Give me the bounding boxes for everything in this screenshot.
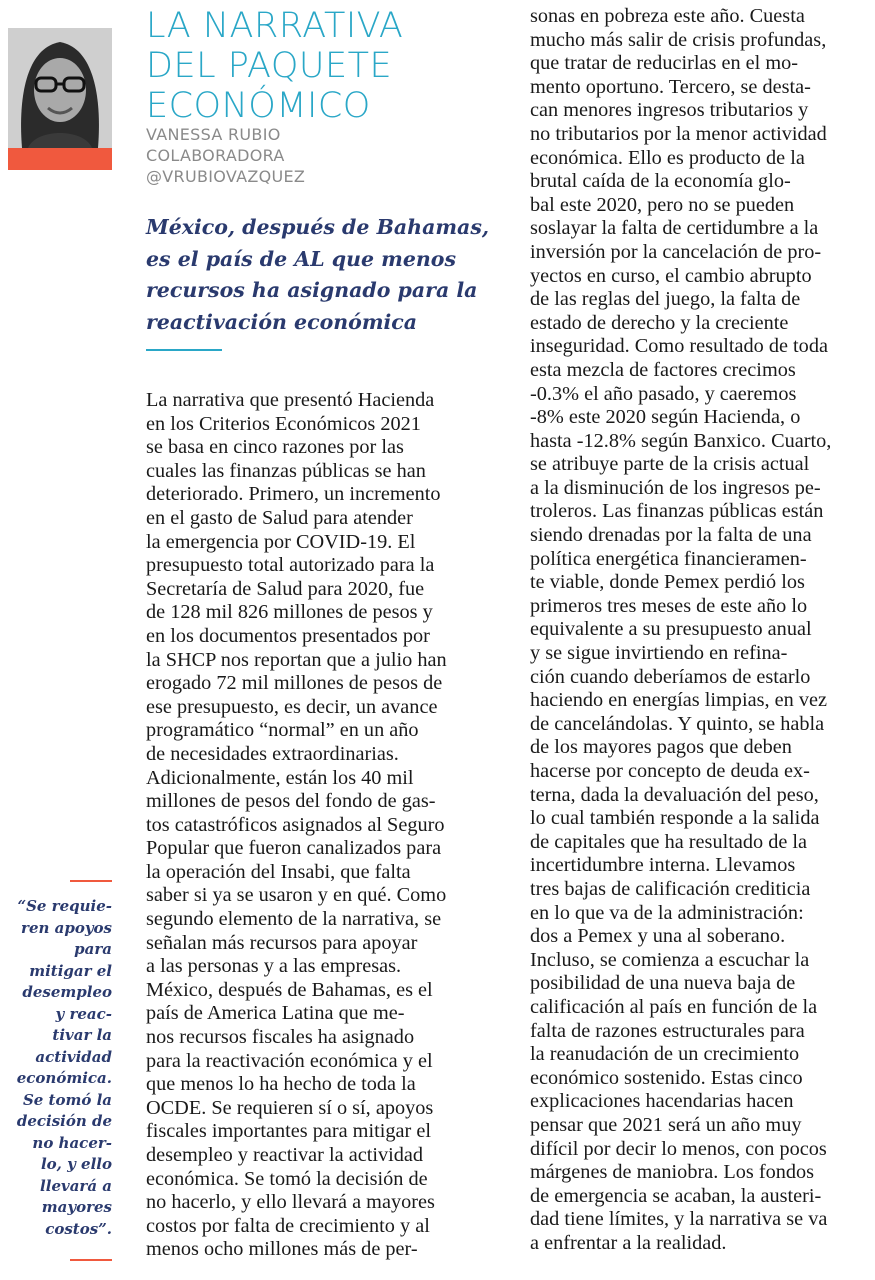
body-line: brutal caída de la economía glo-: [530, 170, 791, 193]
body-line: a la disminución de los ingresos pe-: [530, 476, 821, 499]
photo-accent-bar: [8, 148, 112, 170]
body-line: en el gasto de Salud para atender: [146, 506, 413, 529]
body-line: en los documentos presentados por: [146, 624, 430, 647]
body-line: cuales las finanzas públicas se han: [146, 459, 426, 482]
pullquote-line: Se tomó la: [22, 1090, 112, 1109]
body-column-1: [146, 389, 501, 1262]
pullquote-line: mayores: [41, 1198, 112, 1216]
body-line: Secretaría de Salud para 2020, fue: [146, 577, 425, 600]
body-line: dad tiene límites, y la narrativa se va: [530, 1208, 828, 1231]
headline-line: DEL PAQUETE: [146, 46, 393, 86]
body-line: económico sostenido. Estas cinco: [530, 1066, 803, 1089]
pullquote-line: llevará a: [40, 1176, 112, 1195]
pullquote-line: “Se requie-: [17, 897, 112, 915]
dek-line: es el país de AL que menos: [146, 246, 457, 271]
body-line: menos ocho millones más de per-: [146, 1238, 418, 1261]
body-line: segundo elemento de la narrativa, se: [146, 908, 442, 931]
body-line: haciendo en energías limpias, en vez: [530, 689, 827, 712]
body-line: incertidumbre interna. Llevamos: [530, 854, 796, 877]
body-line: México, después de Bahamas, es el: [146, 978, 433, 1001]
body-line: márgenes de maniobra. Los fondos: [530, 1161, 815, 1184]
pullquote-line: lo, y ello: [40, 1155, 112, 1173]
body-line: de necesidades extraordinarias.: [146, 742, 399, 765]
pullquote-line: ren apoyos: [21, 918, 112, 937]
body-line: de emergencia se acaban, la austeri-: [530, 1184, 822, 1207]
pullquote-rule-bottom: [70, 1259, 112, 1261]
body-line: yectos en curso, el cambio abrupto: [530, 264, 812, 287]
body-line: a las personas y a las empresas.: [146, 955, 402, 978]
dek-line: reactivación económica: [146, 309, 418, 334]
dek-divider: [146, 349, 222, 351]
body-line: que menos lo ha hecho de toda la: [146, 1073, 416, 1096]
body-line: se atribuye parte de la crisis actual: [530, 453, 810, 476]
author-photo: [8, 28, 112, 148]
body-line: en los Criterios Económicos 2021: [146, 412, 421, 435]
body-line: troleros. Las finanzas públicas están: [530, 500, 824, 523]
author-portrait-icon: [8, 28, 112, 148]
body-line: Adicionalmente, están los 40 mil: [146, 766, 414, 789]
pullquote-line: decisión de: [16, 1112, 112, 1130]
author-name: VANESSA RUBIO: [146, 125, 281, 144]
body-line: se basa en cinco razones por las: [146, 436, 404, 459]
body-line: y se sigue invirtiendo en refina-: [530, 642, 788, 665]
body-line: la emergencia por COVID-19. El: [146, 530, 416, 553]
body-line: Incluso, se comienza a escuchar la: [530, 948, 810, 971]
body-line: ese presupuesto, es decir, un avance: [146, 695, 438, 718]
body-line: esta mezcla de factores crecimos: [530, 358, 796, 381]
body-line: inseguridad. Como resultado de toda: [530, 335, 828, 358]
body-line: programático “normal” en un año: [146, 719, 419, 742]
body-line: tres bajas de calificación crediticia: [530, 877, 811, 900]
pullquote-line: mitigar el: [29, 961, 112, 980]
pullquote-line: para: [74, 940, 112, 958]
body-line: te viable, donde Pemex perdió los: [530, 571, 805, 594]
pullquote-line: actividad: [35, 1047, 112, 1066]
pullquote-line: y reac-: [55, 1004, 112, 1023]
body-line: -0.3% el año pasado, y caeremos: [530, 382, 797, 405]
body-line: La narrativa que presentó Hacienda: [146, 389, 435, 411]
pullquote: [4, 896, 112, 1240]
body-line: a enfrentar a la realidad.: [530, 1231, 727, 1254]
pullquote-line: desempleo: [22, 983, 112, 1001]
pullquote-line: no hacer-: [32, 1133, 112, 1152]
body-line: no tributarios por la menor actividad: [530, 122, 827, 145]
body-line: que tratar de reducirlas en el mo-: [530, 52, 799, 75]
body-line: ción cuando deberíamos de estarlo: [530, 665, 811, 688]
body-line: sonas en pobreza este año. Cuesta: [530, 5, 805, 27]
headline-line: LA NARRATIVA: [146, 6, 404, 46]
body-line: no hacerlo, y ello llevará a mayores: [146, 1191, 435, 1214]
body-line: de capitales que ha resultado de la: [530, 830, 808, 853]
body-line: erogado 72 mil millones de pesos de: [146, 672, 443, 695]
body-line: económica. Ello es producto de la: [530, 146, 805, 169]
body-line: para la reactivación económica y el: [146, 1049, 433, 1072]
body-line: económica. Se tomó la decisión de: [146, 1167, 428, 1190]
headline: [146, 6, 526, 126]
body-line: deteriorado. Primero, un incremento: [146, 483, 441, 506]
body-line: lo cual también responde a la salida: [530, 807, 820, 830]
body-line: OCDE. Se requieren sí o sí, apoyos: [146, 1096, 434, 1119]
pullquote-line: económica.: [16, 1069, 112, 1087]
body-line: explicaciones hacendarias hacen: [530, 1090, 794, 1113]
body-line: de las reglas del juego, la falta de: [530, 288, 801, 311]
dek-line: recursos ha asignado para la: [146, 278, 478, 302]
body-line: mento oportuno. Tercero, se desta-: [530, 75, 811, 98]
headline-line: ECONÓMICO: [146, 86, 371, 126]
body-line: de 128 mil 826 millones de pesos y: [146, 601, 433, 624]
body-line: la operación del Insabi, que falta: [146, 860, 411, 883]
body-line: calificación al país en función de la: [530, 995, 818, 1018]
author-role: COLABORADORA: [146, 146, 285, 165]
body-line: dos a Pemex y una al soberano.: [530, 925, 786, 948]
pullquote-rule-top: [70, 880, 112, 882]
dek: [146, 212, 506, 338]
body-line: Popular que fueron canalizados para: [146, 837, 442, 860]
body-line: difícil por decir lo menos, con pocos: [530, 1137, 827, 1160]
dek-line: México, después de Bahamas,: [146, 215, 490, 239]
body-line: política energética financieramen-: [530, 547, 807, 570]
body-line: millones de pesos del fondo de gas-: [146, 790, 436, 813]
body-line: la SHCP nos reportan que a julio han: [146, 648, 447, 671]
body-line: terna, dada la devaluación del peso,: [530, 783, 819, 806]
body-line: nos recursos fiscales ha asignado: [146, 1026, 415, 1049]
pullquote-line: costos”.: [45, 1219, 112, 1238]
body-line: señalan más recursos para apoyar: [146, 931, 418, 954]
body-line: la reanudación de un crecimiento: [530, 1043, 800, 1066]
body-line: -8% este 2020 según Hacienda, o: [530, 406, 801, 429]
body-line: inversión por la cancelación de pro-: [530, 240, 822, 263]
body-line: soslayar la falta de certidumbre a la: [530, 217, 819, 240]
body-line: presupuesto total autorizado para la: [146, 554, 435, 577]
body-line: país de America Latina que me-: [146, 1002, 405, 1025]
body-line: de los mayores pagos que deben: [530, 736, 792, 759]
body-line: tos catastróficos asignados al Seguro: [146, 813, 445, 836]
author-handle: @VRUBIOVAZQUEZ: [146, 167, 306, 186]
body-line: can menores ingresos tributarios y: [530, 99, 809, 122]
pullquote-line: tivar la: [52, 1026, 112, 1044]
body-line: estado de derecho y la creciente: [530, 311, 789, 334]
body-line: hasta -12.8% según Banxico. Cuarto,: [530, 429, 832, 452]
byline: [146, 124, 526, 187]
body-line: bal este 2020, pero no se pueden: [530, 193, 795, 216]
body-line: mucho más salir de crisis profundas,: [530, 28, 827, 51]
body-line: en lo que va de la administración:: [530, 901, 804, 924]
body-line: falta de razones estructurales para: [530, 1019, 805, 1042]
body-line: pensar que 2021 será un año muy: [530, 1113, 802, 1136]
body-line: desempleo y reactivar la actividad: [146, 1144, 424, 1166]
body-line: costos por falta de crecimiento y al: [146, 1214, 430, 1237]
body-line: primeros tres meses de este año lo: [530, 594, 808, 617]
body-line: equivalente a su presupuesto anual: [530, 618, 812, 641]
body-line: hacerse por concepto de deuda ex-: [530, 760, 810, 782]
body-line: fiscales importantes para mitigar el: [146, 1120, 431, 1143]
body-line: saber si ya se usaron y en qué. Como: [146, 884, 447, 907]
body-line: siendo drenadas por la falta de una: [530, 524, 812, 547]
body-line: de cancelándolas. Y quinto, se habla: [530, 712, 825, 735]
body-column-2: [530, 5, 875, 1255]
body-line: posibilidad de una nueva baja de: [530, 972, 796, 995]
